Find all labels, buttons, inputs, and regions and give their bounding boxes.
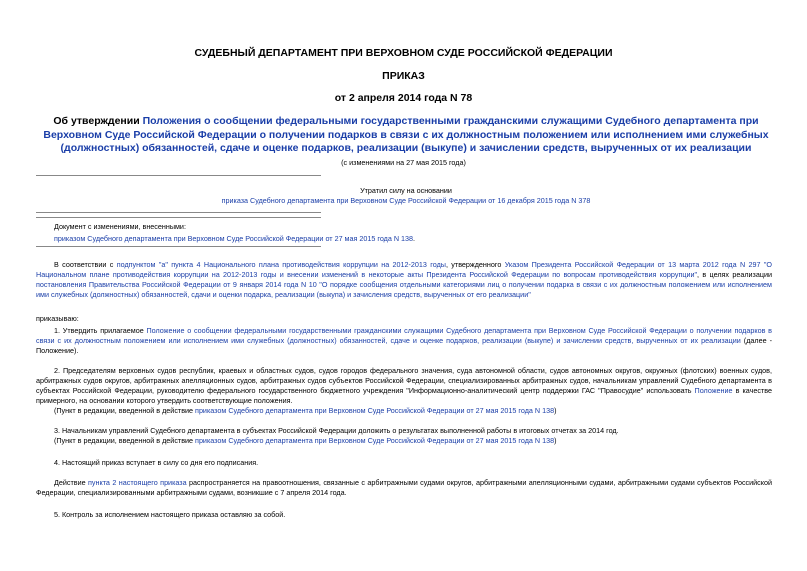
national-plan-link[interactable]: подпунктом "а" пункта 4 Национального плана противодействия коррупции на 2012-2013 годы	[116, 260, 446, 269]
preamble-text-3: , в целях реализации	[697, 270, 772, 279]
item-2-tail: в качестве примерного, на основании которого утвердить соответствующие положения.	[36, 386, 772, 405]
item-3-paragraph	[36, 426, 772, 446]
item-4-text: 4. Настоящий приказ вступает в силу со дня его подписания.	[54, 458, 259, 467]
item-3-note-link[interactable]: приказом Судебного департамента при Верховном Суде Российской Федерации от 27 мая 2015 года N 138	[195, 436, 555, 445]
divider	[36, 246, 321, 247]
divider	[36, 212, 321, 213]
item-1-tail: (далее - Положение).	[36, 336, 772, 355]
item-1-paragraph	[36, 326, 772, 356]
issuing-authority: СУДЕБНЫЙ ДЕПАРТАМЕНТ ПРИ ВЕРХОВНОМ СУДЕ РОССИЙСКОЙ ФЕДЕРАЦИИ	[194, 47, 613, 59]
action-text-2: распространяется на правоотношения, связанные с арбитражными судами округов, арбитражными апелляционными судами, арбитражными судами субъектов Российской Федерации, специализированными арбитражными судами, возникшие с 7 апреля 2014 года.	[36, 478, 772, 497]
amending-docs-entry	[54, 234, 415, 244]
item-1-text: 1. Утвердить прилагаемое	[54, 326, 147, 335]
action-paragraph	[36, 478, 772, 498]
lost-force-link[interactable]: приказа Судебного департамента при Верховном Суде Российской Федерации от 16 декабря 2015 года N 378	[221, 196, 591, 205]
regulation-link[interactable]: Положение о сообщении федеральными государственными гражданскими служащими Судебного департамента при Верховном Суде Российской Федерации о получении подарков в связи с их должностным положением или исполнением ими служебных (должностных) обязанностей, сдаче и оценке подарков, реализации (выкупе) и зачислении средств, вырученных от их реализации	[36, 326, 772, 345]
item-3-note-suffix: )	[554, 436, 557, 445]
presidential-decree-link[interactable]: Указом Президента Российской Федерации от 13 марта 2012 года N 297 "О Национальном плане противодействия коррупции на 2012-2013 годы и внесении изменений в некоторые акты Президента Российской Федерации по вопросам противодействия коррупции"	[36, 260, 773, 279]
order-word: приказываю:	[36, 314, 79, 323]
item-5-text: 5. Контроль за исполнением настоящего приказа оставляю за собой.	[54, 510, 286, 519]
action-text-1: Действие	[54, 478, 89, 487]
lost-force-label: Утратил силу на основании	[360, 186, 452, 195]
amending-order-link[interactable]: приказом Судебного департамента при Верховном Суде Российской Федерации от 27 мая 2015 года N 138	[54, 234, 414, 243]
document-title	[36, 115, 776, 156]
item-2-note-prefix: (Пункт в редакции, введенной в действие	[54, 406, 196, 415]
amendments-note: (с изменениями на 27 мая 2015 года)	[341, 158, 466, 167]
preamble-text-2: , утвержденного	[445, 260, 505, 269]
government-resolution-link[interactable]: постановления Правительства Российской Федерации от 9 января 2014 года N 10 "О порядке сообщения отдельными категориями лиц о получении подарка в связи с их должностным положением или исполнением ими служебных (должностных) обязанностей, сдачи и оценки подарка, реализации (выкупа) и зачисления средств, вырученных от его реализации"	[36, 280, 772, 299]
item-5-paragraph	[36, 510, 772, 520]
item-2-note-link[interactable]: приказом Судебного департамента при Верховном Суде Российской Федерации от 27 мая 2015 года N 138	[195, 406, 555, 415]
clause-2-link[interactable]: пункта 2 настоящего приказа	[88, 478, 187, 487]
item-2-text: 2. Председателям верховных судов республик, краевых и областных судов, судов городов федерального значения, суда автономной области, судов автономных округов, окружных (флотских) военных судов, арбитражных судов округов, арбитражных апелляционных судов, арбитражных судов субъектов Российской Федерации, специализированных арбитражных судов, начальникам управлений Судебного департамента в субъектах Российской Федерации, руководителю федерального государственного бюджетного учреждения "Информационно-аналитический центр поддержки ГАС "Правосудие" использовать	[36, 366, 772, 395]
item-2-regulation-link[interactable]: Положение	[694, 386, 733, 395]
divider	[36, 175, 321, 176]
title-prefix: Об утверждении	[53, 115, 143, 127]
amending-docs-label: Документ с изменениями, внесенными:	[54, 222, 186, 231]
divider	[36, 217, 321, 218]
item-2-note-suffix: )	[554, 406, 557, 415]
preamble-text-1: В соответствии с	[54, 260, 117, 269]
amending-link-suffix: .	[413, 234, 416, 243]
item-4-paragraph	[36, 458, 772, 468]
item-3-note-prefix: (Пункт в редакции, введенной в действие	[54, 436, 196, 445]
document-type: ПРИКАЗ	[382, 70, 425, 82]
document-date-number: от 2 апреля 2014 года N 78	[334, 92, 473, 104]
item-3-text: 3. Начальникам управлений Судебного департамента в субъектах Российской Федерации доложить о результатах выполненной работы в итоговых отчетах за 2014 год.	[54, 426, 619, 435]
preamble-paragraph	[36, 260, 772, 300]
title-regulation-link[interactable]: Положения о сообщении федеральными государственными гражданскими служащими Судебного департамента при Верховном Суде Российской Федерации о получении подарков в связи с их должностным положением или исполнением ими служебных (должностных) обязанностей, сдаче и оценке подарков, реализации (выкупе) и зачислении средств, вырученных от их реализации	[43, 115, 769, 154]
item-2-paragraph	[36, 366, 772, 416]
